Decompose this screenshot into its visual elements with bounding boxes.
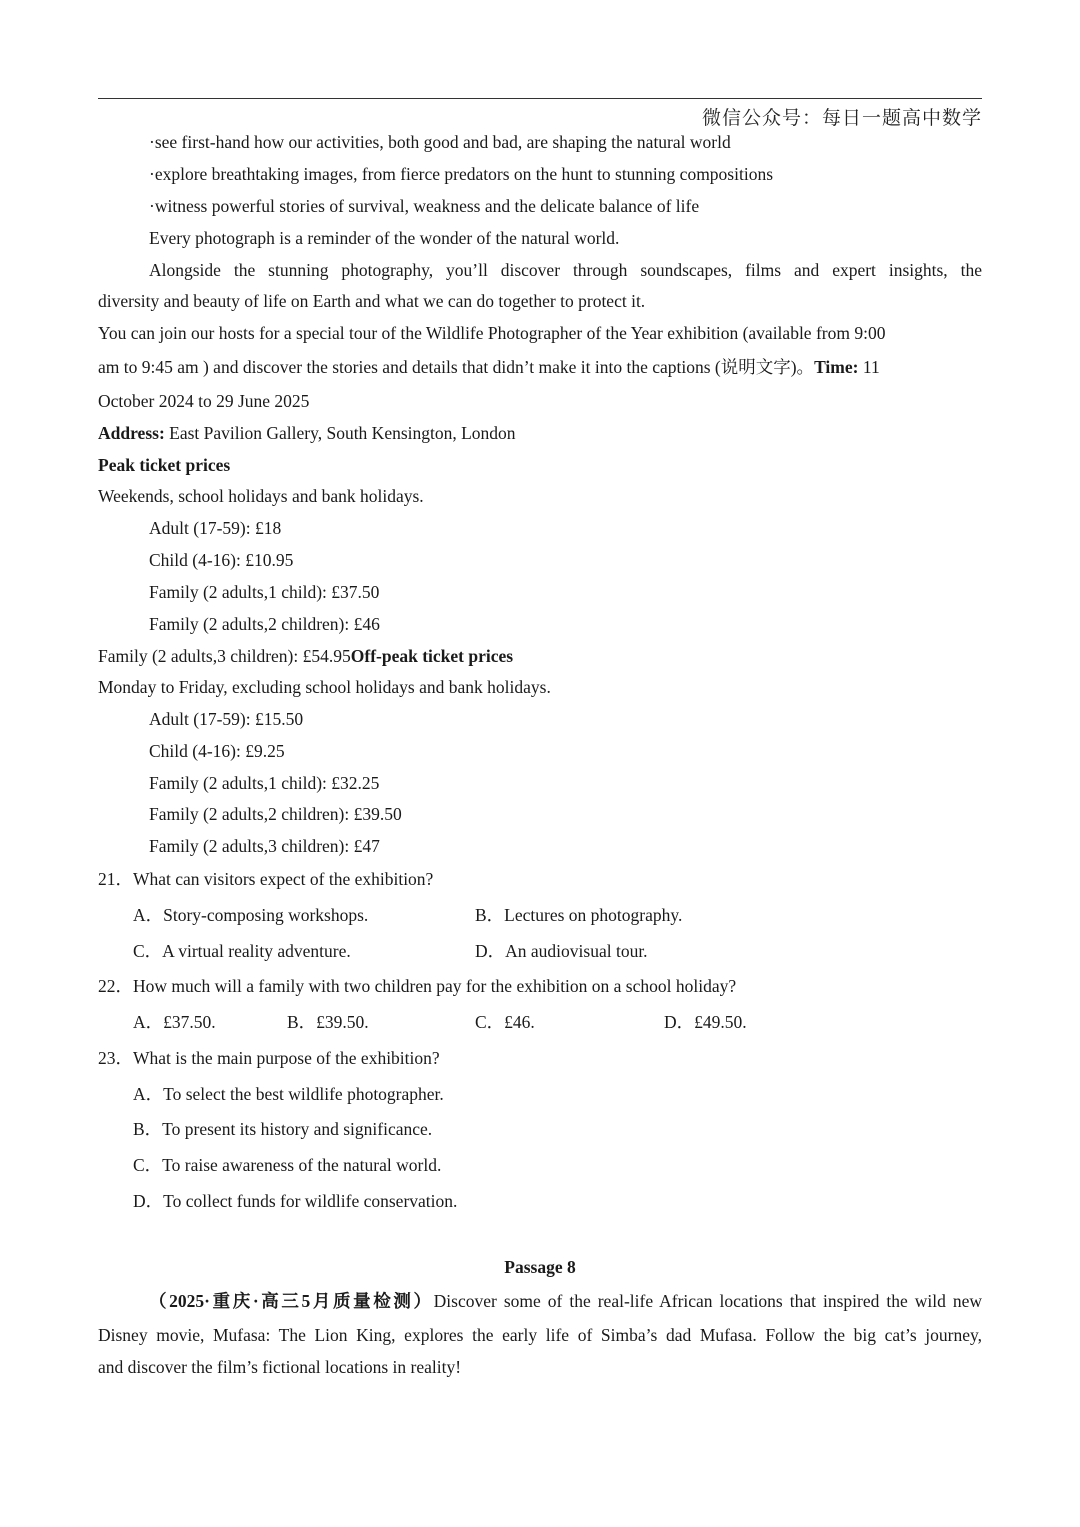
peak-heading: Peak ticket prices <box>98 455 231 475</box>
reminder-text: Every photograph is a reminder of the wonder of the natural world. <box>149 228 620 248</box>
address-line <box>98 422 982 444</box>
q23-option-a: A．To select the best wildlife photographer. <box>133 1084 444 1104</box>
question-22: 22．How much will a family with two children pay for the exhibition on a school holiday? <box>98 976 737 996</box>
question-23: 23．What is the main purpose of the exhibition? <box>98 1048 440 1068</box>
q23-option-c: C．To raise awareness of the natural world. <box>133 1155 442 1175</box>
q22-option-d: D．£49.50. <box>664 1012 747 1032</box>
offpeak-note: Monday to Friday, excluding school holidays and bank holidays. <box>98 677 551 697</box>
offpeak-heading: Off-peak ticket prices <box>350 646 514 666</box>
passage-8-line1 <box>149 1290 982 1312</box>
q21-option-c: C．A virtual reality adventure. <box>133 941 351 961</box>
bullet-first-hand: ·see first-hand how our activities, both good and bad, are shaping the natural world <box>149 132 731 152</box>
address-label: Address: <box>98 423 165 443</box>
offpeak-price-family-1: Family (2 adults,1 child): £32.25 <box>149 773 380 793</box>
offpeak-price-adult: Adult (17-59): £15.50 <box>149 709 304 729</box>
peak-price-adult: Adult (17-59): £18 <box>149 518 282 538</box>
q22-option-b: B．£39.50. <box>287 1012 369 1032</box>
passage-8-line3: and discover the film’s fictional locations in reality! <box>98 1357 462 1377</box>
question-21: 21．What can visitors expect of the exhibition? <box>98 869 434 889</box>
peak-price-family-1: Family (2 adults,1 child): £37.50 <box>149 582 380 602</box>
offpeak-price-family-2: Family (2 adults,2 children): £39.50 <box>149 804 402 824</box>
offpeak-price-child: Child (4-16): £9.25 <box>149 741 285 761</box>
peak-price-family-3: Family (2 adults,3 children): £54.95 <box>98 646 351 666</box>
peak-offpeak-line <box>98 645 982 667</box>
q21-option-a: A．Story-composing workshops. <box>133 905 369 925</box>
q21-option-d: D．An audiovisual tour. <box>475 941 648 961</box>
bullet-explore: ·explore breathtaking images, from fierce predators on the hunt to stunning compositions <box>149 164 774 184</box>
offpeak-price-family-3: Family (2 adults,3 children): £47 <box>149 836 380 856</box>
tour-line2 <box>98 356 982 378</box>
q22-option-c: C．£46. <box>475 1012 535 1032</box>
q23-option-d: D．To collect funds for wildlife conservation. <box>133 1191 458 1211</box>
q23-option-b: B．To present its history and significance. <box>133 1119 433 1139</box>
bullet-witness: ·witness powerful stories of survival, weakness and the delicate balance of life <box>149 196 700 216</box>
passage-8-source: （2025·重庆·高三5月质量检测） <box>149 1291 434 1311</box>
alongside-line1: Alongside the stunning photography, you’ll discover through soundscapes, films and expert insights, the <box>149 260 982 280</box>
peak-price-family-2: Family (2 adults,2 children): £46 <box>149 614 380 634</box>
time-label: Time: <box>814 357 859 377</box>
header-source: 微信公众号：每日一题高中数学 <box>701 108 982 129</box>
time-start: 11 <box>858 357 880 377</box>
time-end: October 2024 to 29 June 2025 <box>98 391 310 411</box>
tour-line1: You can join our hosts for a special tour of the Wildlife Photographer of the Year exhibition (available from 9:00 <box>98 323 886 343</box>
tour-text: am to 9:45 am ) and discover the stories and details that didn’t make it into the captions (说明文字)。 <box>98 357 815 377</box>
passage-8-line2: Disney movie, Mufasa: The Lion King, explores the early life of Simba’s dad Mufasa. Follow the big cat’s journey, <box>98 1325 982 1345</box>
peak-price-child: Child (4-16): £10.95 <box>149 550 294 570</box>
alongside-line2: diversity and beauty of life on Earth and what we can do together to protect it. <box>98 291 646 311</box>
peak-note: Weekends, school holidays and bank holidays. <box>98 486 424 506</box>
q21-option-b: B．Lectures on photography. <box>475 905 683 925</box>
q22-option-a: A．£37.50. <box>133 1012 216 1032</box>
address-value: East Pavilion Gallery, South Kensington, London <box>164 423 516 443</box>
passage-8-title: Passage 8 <box>504 1257 576 1277</box>
passage-8-intro: Discover some of the real-life African locations that inspired the wild new <box>433 1291 982 1311</box>
header-rule <box>98 98 982 99</box>
